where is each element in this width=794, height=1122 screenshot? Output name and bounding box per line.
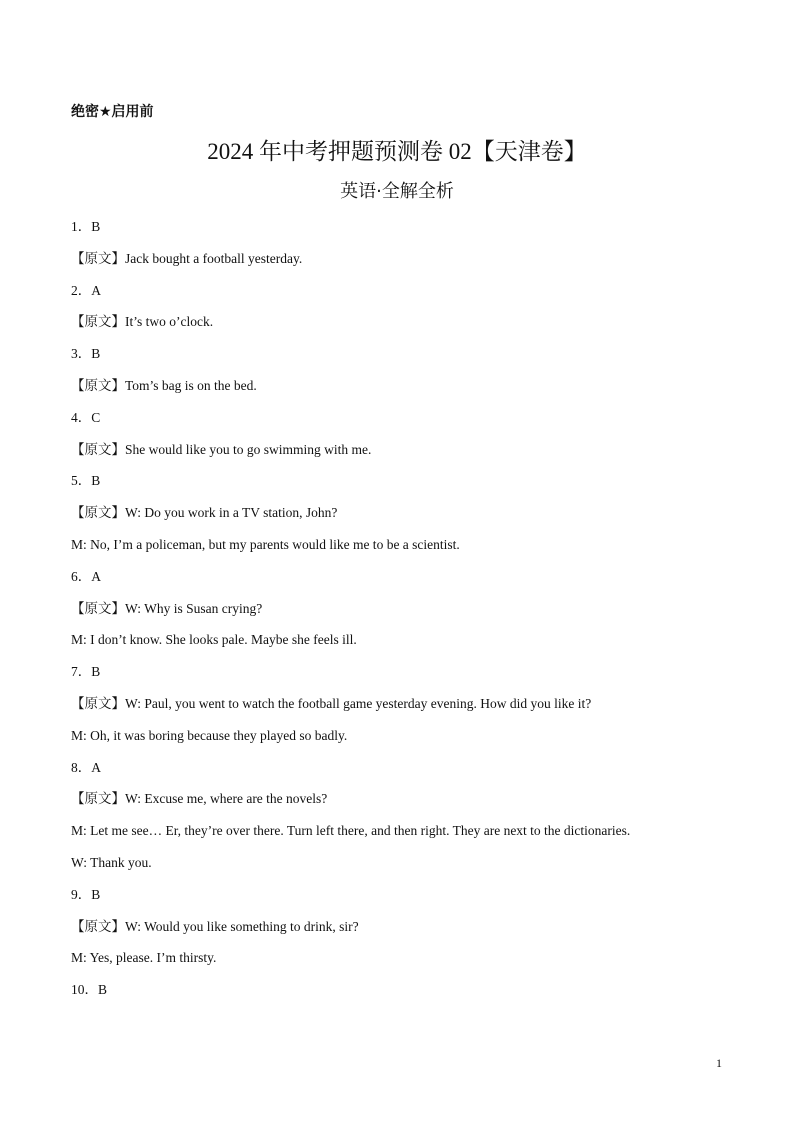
transcript-line: M: Let me see… Er, they’re over there. Turn left there, and then right. They are next to the dictionaries. <box>71 823 631 839</box>
answer-line: 1．B <box>71 219 101 234</box>
answer-line: 7．B <box>71 664 101 680</box>
transcript-line: 【原文】W: Paul, you went to watch the football game yesterday evening. How did you like it? <box>71 695 592 711</box>
answer-list <box>71 218 731 1013</box>
transcript-line: 【原文】Jack bought a football yesterday. <box>71 250 303 266</box>
transcript-line: 【原文】W: Do you work in a TV station, John? <box>71 505 338 521</box>
page-number: 1 <box>716 1056 722 1070</box>
answer-line: 4．C <box>71 409 101 425</box>
answer-line: 6．A <box>71 568 101 584</box>
transcript-line: 【原文】It’s two o’clock. <box>71 314 214 330</box>
answer-line: 5．B <box>71 473 101 489</box>
transcript-line: 【原文】W: Excuse me, where are the novels? <box>71 791 328 807</box>
transcript-line: 【原文】W: Why is Susan crying? <box>71 600 263 616</box>
answer-line: 2．A <box>71 282 101 298</box>
transcript-line: 【原文】W: Would you like something to drink, sir? <box>71 918 359 934</box>
transcript-line: W: Thank you. <box>71 854 152 870</box>
transcript-line: 【原文】She would like you to go swimming with me. <box>71 441 372 457</box>
document-subtitle: 英语·全解全析 <box>340 181 454 202</box>
transcript-line: M: I don’t know. She looks pale. Maybe she feels ill. <box>71 632 357 648</box>
answer-line: 8．A <box>71 759 101 775</box>
document-title: 2024 年中考押题预测卷 02【天津卷】 <box>207 139 587 164</box>
transcript-line: M: Oh, it was boring because they played so badly. <box>71 727 348 743</box>
answer-line: 9．B <box>71 886 101 902</box>
answer-line: 3．B <box>71 346 101 362</box>
transcript-line: M: No, I’m a policeman, but my parents would like me to be a scientist. <box>71 536 460 552</box>
confidential-label: 绝密★启用前 <box>71 104 154 120</box>
transcript-line: 【原文】Tom’s bag is on the bed. <box>71 377 257 393</box>
transcript-line: M: Yes, please. I’m thirsty. <box>71 950 217 966</box>
answer-line: 10．B <box>71 982 108 998</box>
